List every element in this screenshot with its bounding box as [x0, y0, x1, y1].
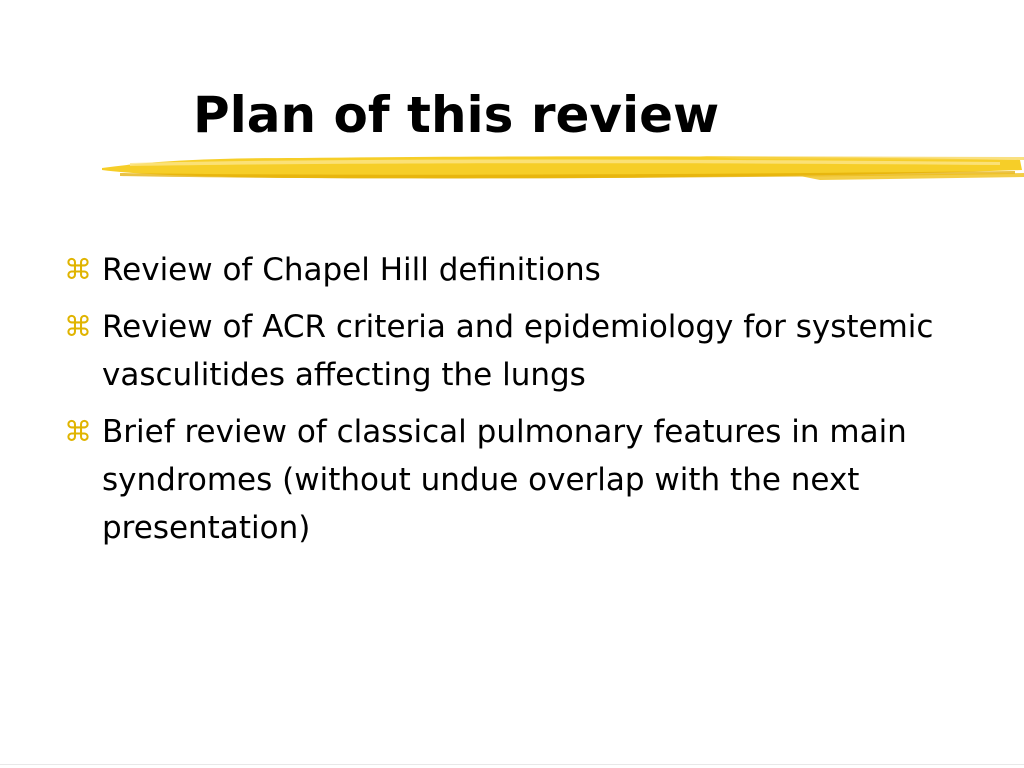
title-highlighter-stroke — [100, 146, 1024, 190]
command-key-icon: ⌘ — [64, 415, 92, 448]
bullet-item — [64, 246, 944, 294]
slide-bottom-divider — [0, 764, 1024, 765]
command-key-icon: ⌘ — [64, 310, 92, 343]
slide-title: Plan of this review — [193, 86, 720, 144]
bullet-text: Review of Chapel Hill definitions — [102, 252, 601, 288]
bullet-item — [64, 408, 944, 552]
command-key-icon: ⌘ — [64, 253, 92, 286]
bullet-list — [64, 246, 944, 561]
bullet-text: Review of ACR criteria and epidemiology for systemic vasculitides affecting the lungs — [102, 309, 934, 393]
bullet-text: Brief review of classical pulmonary features in main syndromes (without undue overlap with the next presentation) — [102, 414, 907, 546]
bullet-item — [64, 303, 944, 399]
